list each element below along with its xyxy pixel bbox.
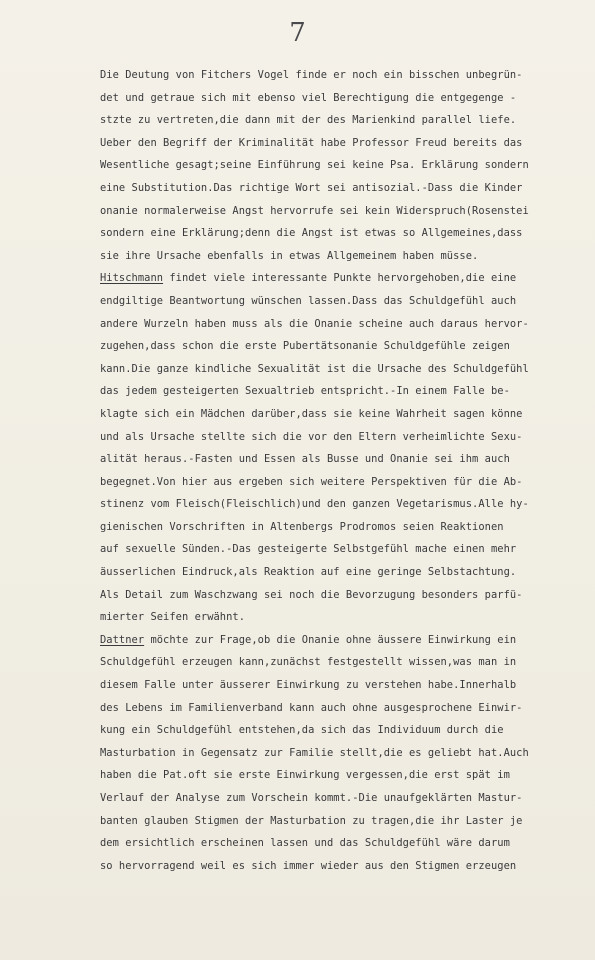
text-line: äusserlichen Eindruck,als Reaktion auf eine geringe Selbstachtung. bbox=[100, 566, 517, 579]
text-line-speaker-dattner bbox=[100, 629, 590, 652]
text-line: gienischen Vorschriften in Altenbergs Prodromos seien Reaktionen bbox=[100, 520, 504, 533]
text-line: des Lebens im Familienverband kann auch ohne ausgesprochene Einwir- bbox=[100, 701, 523, 714]
text-line: begegnet.Von hier aus ergeben sich weitere Perspektiven für die Ab- bbox=[100, 475, 523, 488]
text-line: und als Ursache stellte sich die vor den Eltern verheimlichte Sexu- bbox=[100, 430, 523, 443]
text-line: kann.Die ganze kindliche Sexualität ist die Ursache des Schuldgefühl bbox=[100, 362, 529, 375]
text-line: andere Wurzeln haben muss als die Onanie scheine auch daraus hervor- bbox=[100, 317, 529, 330]
speaker-name: Hitschmann bbox=[100, 272, 164, 285]
text-line: mierter Seifen erwähnt. bbox=[100, 611, 246, 624]
text-line: det und getraue sich mit ebenso viel Berechtigung die entgegenge - bbox=[100, 91, 517, 104]
text-line: kung ein Schuldgefühl entstehen,da sich das Individuum durch die bbox=[100, 724, 504, 737]
speaker-name: Dattner bbox=[100, 633, 145, 646]
text-line: endgiltige Beantwortung wünschen lassen.Dass das Schuldgefühl auch bbox=[100, 294, 517, 307]
text-line: zugehen,dass schon die erste Pubertätsonanie Schuldgefühle zeigen bbox=[100, 340, 510, 353]
text-line: haben die Pat.oft sie erste Einwirkung vergessen,die erst spät im bbox=[100, 769, 510, 782]
text-line: eine Substitution.Das richtige Wort sei antisozial.-Dass die Kinder bbox=[100, 181, 523, 194]
text-line: klagte sich ein Mädchen darüber,dass sie keine Wahrheit sagen könne bbox=[100, 407, 523, 420]
text-line: onanie normalerweise Angst hervorrufe sei kein Widerspruch(Rosenstei bbox=[100, 204, 529, 217]
body-text bbox=[100, 64, 590, 877]
text-line: das jedem gesteigerten Sexualtrieb entspricht.-In einem Falle be- bbox=[100, 385, 510, 398]
text-line: dem ersichtlich erscheinen lassen und das Schuldgefühl wäre darum bbox=[100, 837, 510, 850]
text-line: auf sexuelle Sünden.-Das gesteigerte Selbstgefühl mache einen mehr bbox=[100, 543, 517, 556]
text-line: sie ihre Ursache ebenfalls in etwas Allgemeinem haben müsse. bbox=[100, 249, 479, 262]
text-line: stzte zu vertreten,die dann mit der des Marienkind parallel liefe. bbox=[100, 114, 517, 127]
text-line: Ueber den Begriff der Kriminalität habe Professor Freud bereits das bbox=[100, 136, 523, 149]
text-line: sondern eine Erklärung;denn die Angst ist etwas so Allgemeines,dass bbox=[100, 227, 523, 240]
text-line: Die Deutung von Fitchers Vogel finde er noch ein bisschen unbegrün- bbox=[100, 69, 523, 81]
page-number: 7 bbox=[289, 18, 306, 48]
text-line: Masturbation in Gegensatz zur Familie stellt,die es geliebt hat.Auch bbox=[100, 746, 529, 759]
text-line: Als Detail zum Waschzwang sei noch die Bevorzugung besonders parfü- bbox=[100, 588, 523, 601]
text-line: alität heraus.-Fasten und Essen als Busse und Onanie sei ihm auch bbox=[100, 453, 510, 466]
text-line: Wesentliche gesagt;seine Einführung sei keine Psa. Erklärung sondern bbox=[100, 159, 529, 172]
speaker-line-rest: findet viele interessante Punkte hervorgehoben,die eine bbox=[163, 272, 517, 285]
text-line: banten glauben Stigmen der Masturbation zu tragen,die ihr Laster je bbox=[100, 814, 523, 827]
text-line: so hervorragend weil es sich immer wieder aus den Stigmen erzeugen bbox=[100, 859, 517, 872]
text-line: diesem Falle unter äusserer Einwirkung zu verstehen habe.Innerhalb bbox=[100, 679, 517, 692]
speaker-line-rest: möchte zur Frage,ob die Onanie ohne äussere Einwirkung ein bbox=[144, 633, 517, 646]
text-line-speaker-hitschmann bbox=[100, 267, 590, 290]
text-line: Verlauf der Analyse zum Vorschein kommt.-Die unaufgeklärten Mastur- bbox=[100, 792, 523, 804]
text-line: stinenz vom Fleisch(Fleischlich)und den ganzen Vegetarismus.Alle hy- bbox=[100, 498, 529, 511]
text-line: Schuldgefühl erzeugen kann,zunächst festgestellt wissen,was man in bbox=[100, 656, 517, 669]
